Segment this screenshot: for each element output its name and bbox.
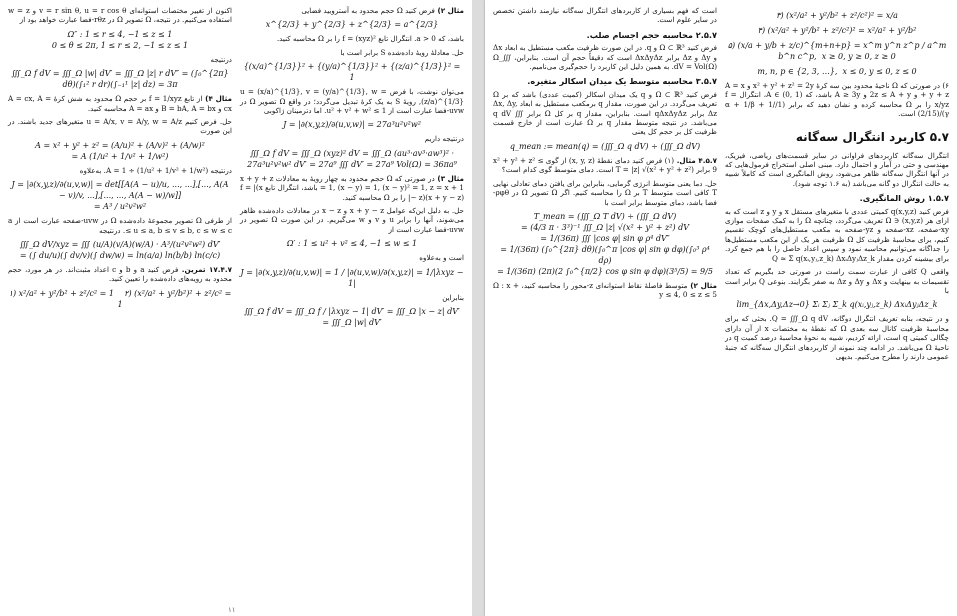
equation: m, n, p ∈ {2, 3, …}, x ≤ 0, y ≤ 0, z ≤ 0 xyxy=(757,67,917,76)
body-paragraph: از طرفی Ω تصویر مجموعهٔ داده‌شده Ω در uvw-صفحه عبارت است از a ≤ u ≤ a, b ≤ v ≤ b, c ≤ w ≤ c. درنتیجه xyxy=(8,216,232,235)
example-label: مثال ۴) xyxy=(202,94,232,104)
example-text: متوسط فاصلهٔ نقاط استوانه‌ای z-محور را محاسبه کنید، Ω : x + y ≤ 4, 0 ≤ z ≤ 5 xyxy=(493,280,717,300)
equation: Ω″ : 1 ≤ r ≤ 4, −1 ≤ z ≤ 1 0 ≤ θ ≤ 2π, 1 ≤ r ≤ 2, −1 ≤ z ≤ 1 xyxy=(51,29,189,50)
body-paragraph: می‌توان نوشت، با فرض u = (x/a)^{1/3}, v = (y/a)^{1/3}, w = (z/a)^{1/3}, رویهٔ S به یک کرهٔ تبدیل می‌گردد؛ در واقع Ω تصویر Ω در uvw-فضا عبارت است از u² + v² + w² ≤ 1. اما دترمینان ژاکوبی xyxy=(240,87,464,116)
body-paragraph: اکنون از تغییر مختصات استوانه‌ای v = r sin θ, u = r cos θ و w = z استفاده می‌کنیم. در نتیجه، Ω تصویر Ω در rθz-فضا عبارت خواهد بود از xyxy=(8,6,233,25)
body-paragraph: انتگرال سه‌گانه کاربردهای فراوانی در سایر قسمت‌های ریاضی، فیزیک، مهندسی و حتی در آمار و احتمال دارد. مبنی اصلی استخراج فرمول‌هایی که در آنها انتگرال سه‌گانه ظاهر می‌شود، روش المانگیری است که کاملاً شبیه به حالت انتگرال دو گانه می‌باشد (به ۱.۶ توجه شود). xyxy=(725,150,949,188)
example-paragraph xyxy=(493,156,717,175)
equation: ۱) x²/a² + y²/b² + z²/c² = 1 ۲) (x²/a² + y²/b²)² + z²/c² = 1 xyxy=(8,288,234,309)
equation: x^{2/3} + y^{2/3} + z^{2/3} = a^{2/3} xyxy=(265,20,439,30)
body-paragraph: فرض کنید Ω ⊂ ℝ³ و q. در این صورت ظرفیت مکعب مستطیل به ابعاد Δx و Δy و Δz برابر ΔxΔyΔz است که دقیقاً حجم آن است. بنابراین، ∭_Ω dV = Vol(Ω). به همین دلیل این کاربرد را حجم‌گیری می‌نامیم. xyxy=(493,43,718,72)
body-paragraph: باشد، که a > 0. انتگرال تابع f = (xyz)² را بر Ω محاسبه کنید. xyxy=(276,34,464,44)
example-label: مثال ۲) xyxy=(687,280,717,290)
body-paragraph: است و به‌علاوه xyxy=(419,253,464,263)
equation: q_mean := mean(q) = (∭_Ω q dV) ÷ (∭_Ω dV) xyxy=(509,141,701,151)
left-page-left-column xyxy=(8,6,232,314)
example-paragraph xyxy=(8,265,232,284)
body-paragraph: فرض کنید q(x,y,z) کمیتی عددی با متغیرهای مستقل x و y و z است که به ازای هر (x,y,z) ∈ Ω تعریف می‌گردد، چنانچه Ω را به کمک صفحات موازی xy-صفحه، xz-صفحه و yz-صفحه به مکعب مستطیل‌های کوچک تقسیم کنیم، برای محاسبهٔ ظرفیت کل Ω ظرفیت هر یک از این مکعب مستطیل‌ها را جداگانه می‌توانیم محاسبه نمود و سپس اعداد حاصل را با هم جمع کرد. برای بیشینه کردن مقدار Q ≈ Σ q(xᵢ,yⱼ,z_k) ΔxᵢΔyⱼΔz_k xyxy=(725,206,950,263)
example-text: از تابع f = 1/xyz بر حجم Ω محدود به شش کرهٔ A = cx, A = cx و B = bA, A = bx و A = ax محاسبه کنید. xyxy=(8,94,232,113)
example-text: فرض کنید a و b و c اعداد مثبت‌اند. در هر مورد، حجم محدود به رویه‌های داده‌شده را تعیین کنید. xyxy=(8,265,232,284)
equation: ∭_Ω dV/xyz = ∭ (u/A)(v/A)(w/A) · A³/(u²v²w²) dV′ = (∫ du/u)(∫ dv/v)(∫ dw/w) = ln(a/a) ln(b/b) ln(c/c) xyxy=(19,240,221,261)
example-label: ۴.۵.۷ مثال. xyxy=(674,155,717,165)
equation: {(x/a)^{1/3}}² + {(y/a)^{1/3}}² + {(z/a)^{1/3}}² = 1 xyxy=(243,62,463,83)
body-paragraph: است که فهم بسیاری از کاربردهای انتگرال سه‌گانه نیازمند داشتن تخصص در سایر علوم است. xyxy=(493,6,717,25)
example-label: مثال ۳) xyxy=(434,173,465,183)
equation: ∭_Ω f dV = ∭_Ω |w| dV′ = ∭_Ω |z| r dV″ = (∫₀^{2π} dθ)(∫₁² r dr)(∫₋₁¹ |z| dz) = 3π xyxy=(11,69,232,90)
page-number: ۱۱ xyxy=(228,606,236,614)
subsection-heading: ۲.۵.۷ محاسبه حجم اجسام صلب. xyxy=(586,29,717,40)
equation: ۴) (x²/a² + y²/b² + z²/c²)² = x²/a² + y²/b² xyxy=(757,26,917,35)
section-heading: ۵.۷ کاربرد انتگرال سه‌گانه xyxy=(795,129,949,144)
body-paragraph: بنابراین xyxy=(442,292,464,302)
body-paragraph: واقعی Q کافی از عبارت سمت راست در صورتی حد بگیریم که تعداد تقسیمات به بینهایت و Δx و Δy و Δz به صفر بگرایند. بنوعی Q برابر است با xyxy=(725,267,949,295)
body-paragraph: درنتیجه xyxy=(210,54,232,64)
body-paragraph: و در نتیجه، بنابه تعریف انتگرال دوگانه، Q = ∭_Ω q dV. بحثی که برای محاسبهٔ ظرفیت کانال سه بعدی Ω که نقطهٔ به مختصات x از آن دارای چگالی کمیتی q است، ارائه کردیم، شبیه به نحوهٔ محاسبهٔ درصد کمیت q در ناحیهٔ Ω می‌باشد. در ادامه چند نمونه از کاربردهای انتگرال سه‌گانه که جنبهٔ عمومی دارند را مطرح می‌کنیم. بدیهی xyxy=(725,314,950,361)
equation: J = |∂(x,y,z)/∂(u,v,w)| = det[[A(A − u)/u, ..., ...],[..., A(A − v)/v, ...],[..., ..., A(A − w)/w]] = A³ / u²v²w² xyxy=(11,180,229,212)
example-text: فرض کنید Ω حجم محدود به آسترویید فضایی xyxy=(301,6,435,15)
body-paragraph: حل. به دلیل این‌که عوامل x + y − z و x − z در معادلات داده‌شده ظاهر می‌شوند، آنها را برابر u و v و w می‌گیریم. در این صورت Ω تصویر در uvw-فضا عبارت است از xyxy=(240,206,465,234)
example-label: مثال ۲) xyxy=(434,6,464,15)
equation: Ω′ : 1 ≤ u² + v² ≤ 4, −1 ≤ w ≤ 1 xyxy=(286,239,418,249)
right-page-right-column xyxy=(725,6,949,365)
example-paragraph xyxy=(8,94,232,113)
equation: J = |∂(x,y,z)/∂(u,v,w)| = 1 / |∂(u,v,w)/∂(x,y,z)| = 1/|λxyz − 1| xyxy=(240,267,467,288)
body-paragraph: فرض کنید Ω ⊂ ℝ³ و q یک میدان اسکالر (کمیت عددی) باشد که بر Ω تعریف می‌گردد. در این صورت، مقدار q برمکعب مستطیل به ابعاد Δx, Δy, Δz برابر qΔxΔyΔz است. بنابراین، مقدار q بر کل Ω برابر ∭ q dV می‌باشد. در نتیجه متوسط مقدار q بر Ω عبارت است از خارج قسمت ظرفیت کل بر حجم کل یعنی xyxy=(493,89,718,137)
right-page-left-column xyxy=(493,6,717,304)
equation: ۵) (x/a + y/b + z/c)^{m+n+p} = x^m y^n z^p / a^m b^n c^p, x ≥ 0, y ≥ 0, z ≥ 0 xyxy=(727,41,949,61)
equation: lim_{Δx,Δy,Δz→0} Σᵢ Σⱼ Σ_k q(xᵢ,yⱼ,z_k) ΔxᵢΔyⱼΔz_k xyxy=(736,300,938,310)
book-gutter xyxy=(472,0,485,616)
body-paragraph: درنتیجه داریم xyxy=(424,134,464,144)
body-paragraph: حل. معادلهٔ رویهٔ داده‌شده S برابر است با xyxy=(340,47,464,57)
equation: ∭_Ω f dV = ∭_Ω (xyz)² dV = ∭_Ω (au³·av³·aw³)² · 27a³u²v²w² dV′ = 27a⁹ ∭ dV′ = 27a⁹ Vol(Ω) = 36πa⁹ xyxy=(247,148,457,169)
example-label: ۱۷.۴.۷ تمرین. xyxy=(178,265,232,275)
equation: A = x² + y² + z² = (A/u)² + (A/v)² + (A/w)² = A (1/u² + 1/v² + 1/w²) xyxy=(35,140,205,161)
subsection-heading: ۱.۵.۷ روش المانگیری. xyxy=(859,193,949,204)
example-text: در صورتی که Ω حجم محدود به چهار رویهٔ به معادلات x + y + z = 1, (x − y) = 1, (x − y)² = 1, z = x + 1 باشد، انتگرال تابع f = |(x − z)(x + y − z)| را بر Ω محاسبه کنید. xyxy=(240,173,465,202)
example-text: (۱) فرض کنید دمای نقطهٔ (x, y, z) از گوی x² + y² + z² ≤ 9 برابر T = |z| √(x² + y² + z²) است. دمای متوسط گوی کدام است؟ xyxy=(493,155,717,175)
body-paragraph: حل. فرض کنیم u = A/x, v = A/y, w = A/z متغیرهای جدید باشند. در این صورت xyxy=(8,117,232,136)
example-paragraph xyxy=(240,174,464,202)
equation: ∭_Ω f dV = ∭_Ω f / |λxyz − 1| dV′ = ∭_Ω |x − z| dV′ = ∭_Ω |w| dV′ xyxy=(244,307,463,328)
body-paragraph: درنتیجه A = 1 ÷ (1/u² + 1/v² + 1/w²). به‌علاوه xyxy=(79,165,232,175)
subsection-heading: ۳.۵.۷ محاسبه متوسط یک میدان اسکالر متغیره. xyxy=(527,76,717,87)
body-paragraph: ۶) در صورتی که Ω ناحیهٔ محدود بین سه کرهٔ x² + y² + z² = 2y و A = x + y + z و 2z ≤ A + y و A ≥ 3y باشد، که A ∈ (0, 1)، انتگرال f = x/yz را بر Ω محاسبه کرده و نشان دهید که برابر (1/α + 1/β + 1/γ)/(2/15) است. xyxy=(725,81,950,119)
equation: ۳) (x²/a² + y²/b² + z²/c²)² = x/a xyxy=(776,11,898,20)
left-page-right-column xyxy=(240,6,467,332)
example-paragraph xyxy=(240,6,464,15)
left-page xyxy=(0,0,472,616)
equation: J = |∂(x,y,z)/∂(u,v,w)| = 27a³u²v²w² xyxy=(283,120,421,130)
equation: T_mean = (∭_Ω T dV) ÷ (∭_Ω dV) = (4/3 π · 3³)⁻¹ ∭_Ω |z| √(x² + y² + z²) dV = 1/(36π) ∭ |cos φ| sin φ ρ⁴ dV″ = 1/(36π) (∫₀^{2π} dθ)(∫₀^π |cos φ| sin φ dφ)(∫₀³ ρ⁴ dρ) = 1/(36π) (2π)(2 ∫₀^{π/2} cos φ sin φ dφ)(3⁵/5) = 9/5 xyxy=(497,211,713,276)
right-page xyxy=(485,0,957,616)
example-paragraph xyxy=(493,281,717,300)
body-paragraph: حل. دما یعنی متوسط انرژی گرمایی، بنابراین برای یافتن دمای تعادلی نهایی T کافی است متوسط T بر Ω را محاسبه کنیم. اگر Ω تصویر Ω در ρφθ-فضا باشد، دمای متوسط برابر است با xyxy=(493,178,718,207)
